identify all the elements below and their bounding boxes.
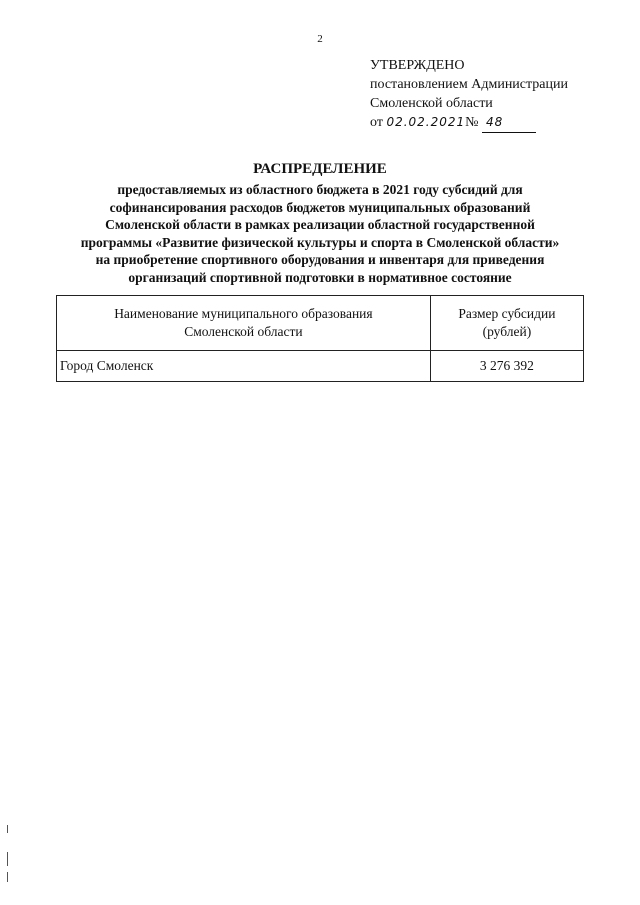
header-municipality-line-1: Наименование муниципального образования [114,306,373,321]
document-subtitle [40,181,600,286]
header-amount-line-1: Размер субсидии [458,306,556,321]
table-row [57,351,584,382]
approval-line-1: постановлением Администрации [370,77,568,92]
subtitle-line: программы «Развитие физической культуры и спорта в Смоленской области» [80,234,560,250]
header-municipality-line-2: Смоленской области [184,324,303,339]
title-block [40,160,600,286]
subsidy-amount-cell: 3 276 392 [430,351,583,382]
date-prefix: от [370,115,383,130]
handwritten-date: 02.02.2021 [386,115,466,129]
scan-margin-mark [7,872,8,882]
handwritten-number: 48 [486,115,504,129]
document-title: РАСПРЕДЕЛЕНИЕ [253,161,387,177]
subtitle-line: на приобретение спортивного оборудования и инвентаря для приведения [95,252,545,267]
table-header-row [57,296,584,351]
approval-heading: УТВЕРЖДЕНО [370,58,465,73]
page-number: 2 [317,33,323,45]
distribution-table [56,295,584,382]
municipality-name-cell: Город Смоленск [57,351,431,382]
approval-date-line [370,113,568,133]
subtitle-line: софинансирования расходов бюджетов муниципальных образований [109,199,531,215]
header-municipality [57,296,431,351]
number-field [482,113,536,133]
scan-margin-mark [7,825,8,833]
scan-margin-mark [7,852,8,866]
subtitle-line: предоставляемых из областного бюджета в 2021 году субсидий для [117,182,523,197]
header-amount-line-2: (рублей) [482,324,532,339]
approval-stamp [370,56,568,133]
approval-line-2: Смоленской области [370,96,493,111]
header-subsidy-amount [430,296,583,351]
subtitle-line: организаций спортивной подготовки в нормативное состояние [128,269,512,285]
number-label: № [465,115,479,130]
subtitle-line: Смоленской области в рамках реализации областной государственной [105,217,535,232]
